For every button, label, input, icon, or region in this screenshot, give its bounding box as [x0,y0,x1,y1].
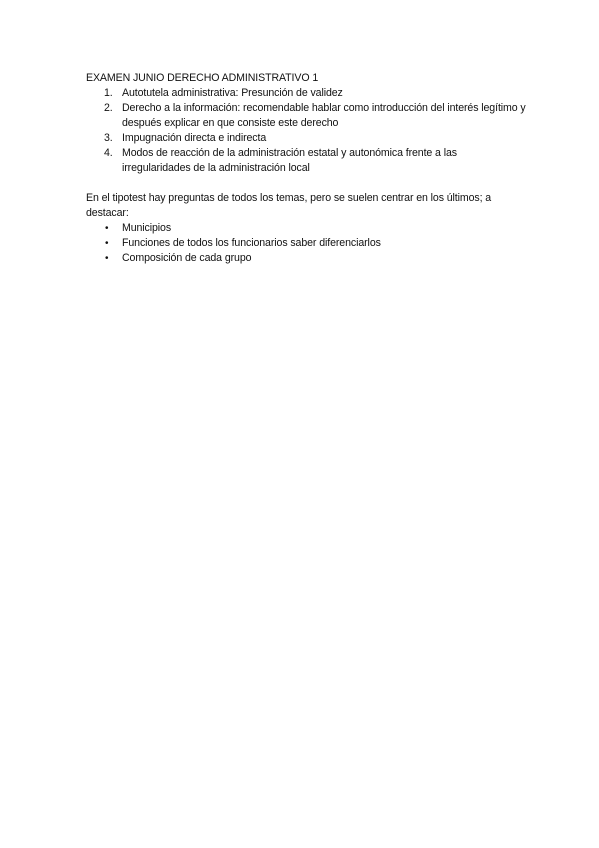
numbered-item [86,86,526,101]
bullet-list [86,221,526,266]
bullet-item [86,221,526,236]
numbered-list [86,86,526,176]
bullet-item-text: Composición de cada grupo [122,252,252,264]
bullet-item [86,251,526,266]
numbered-item-text: Impugnación directa e indirecta [122,132,267,144]
document-content [86,71,526,266]
bullet-icon: • [105,253,109,264]
bullet-icon: • [105,223,109,234]
bullet-item-text: Municipios [122,222,172,234]
numbered-item [86,146,526,176]
list-number: 1. [104,87,113,99]
list-number: 4. [104,147,113,159]
numbered-item [86,131,526,146]
numbered-item-text: Autotutela administrativa: Presunción de validez [122,87,343,99]
bullet-item [86,236,526,251]
body-paragraph: En el tipotest hay preguntas de todos los temas, pero se suelen centrar en los últimos; a destacar: [86,192,492,219]
list-number: 3. [104,132,113,144]
bullet-item-text: Funciones de todos los funcionarios saber diferenciarlos [122,237,381,249]
bullet-icon: • [105,238,109,249]
numbered-item [86,101,526,131]
document-title: EXAMEN JUNIO DERECHO ADMINISTRATIVO 1 [86,72,319,84]
numbered-item-text: Derecho a la información: recomendable hablar como introducción del interés legítimo y después explicar en que consiste este derecho [122,102,526,129]
numbered-item-text: Modos de reacción de la administración estatal y autonómica frente a las irregularidades de la administración local [122,147,457,174]
list-number: 2. [104,102,113,114]
